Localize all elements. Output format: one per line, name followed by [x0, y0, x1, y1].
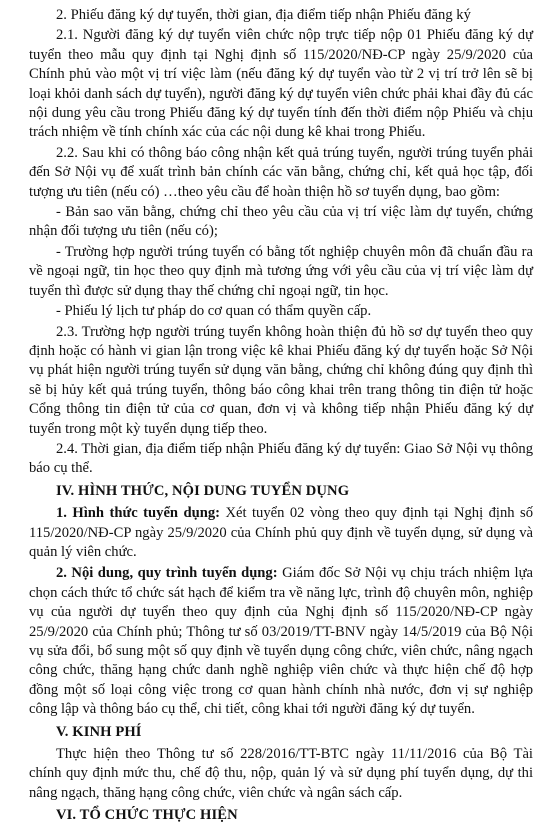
paragraph-2-2: 2.2. Sau khi có thông báo công nhận kết quả trúng tuyển, người trúng tuyển phải đến Sở Nội vụ để xuất trình bản chính các văn bằng, chứng chỉ, kết quả học tập, đối tượng ưu tiên (nếu có) …theo yêu cầu để hoàn thiện hồ sơ tuyển dụng, bao gồm:	[29, 144, 533, 200]
heading-section-iv: IV. HÌNH THỨC, NỘI DUNG TUYỂN DỤNG	[56, 482, 350, 499]
paragraph-v: Thực hiện theo Thông tư số 228/2016/TT-BTC ngày 11/11/2016 của Bộ Tài chính quy định mức thu, chế độ thu, nộp, quản lý và sử dụng phí tuyển dụng, dự thi nâng ngạch, thăng hạng công chức, viên chức và ngân sách cấp.	[29, 746, 533, 801]
bullet-graduation-degree: - Trường hợp người trúng tuyển có bằng tốt nghiệp chuyên môn đã chuẩn đầu ra về ngoại ngữ, tin học theo quy định mà tương ứng với yêu cầu của vị trí việc làm dự tuyển thì được sử dụng thay thế chứng chỉ ngoại ngữ, tin học.	[29, 243, 533, 299]
paragraph-iv-1	[29, 504, 533, 562]
paragraph-2-3: 2.3. Trường hợp người trúng tuyển không hoàn thiện đủ hồ sơ dự tuyển theo quy định hoặc có hành vi gian lận trong việc kê khai Phiếu đăng ký dự tuyển hoặc Sở Nội vụ phát hiện người trúng tuyển sử dụng văn bằng, chứng chỉ không đúng quy định thì sẽ bị hủy kết quả trúng tuyển, thông báo công khai trên trang thông tin điện tử hoặc Cổng thông tin điện tử của cơ quan, đơn vị và không tiếp nhận Phiếu đăng ký dự tuyển trong một kỳ tuyển dụng tiếp theo.	[29, 323, 533, 437]
iv-2-text: Giám đốc Sở Nội vụ chịu trách nhiệm lựa chọn cách thức tổ chức sát hạch để kiểm tra về năng lực, trình độ chuyên môn, nghiệp vụ của người dự tuyển theo quy định của Nghị định số 115/2020/NĐ-CP ngày 25/9/2020 của Chính phủ; Thông tư số 03/2019/TT-BNV ngày 14/5/2019 của Bộ Nội vụ sửa đổi, bổ sung một số quy định về tuyển dụng công chức, viên chức, nâng ngạch công chức, thăng hạng chức danh nghề nghiệp viên chức và thực hiện chế độ hợp đồng một số loại công việc trong cơ quan hành chính nhà nước, đơn vị sự nghiệp công lập và thông báo cụ thể, chi tiết, công khai tới người đăng ký dự tuyển.	[29, 565, 533, 718]
paragraph-iv-2	[29, 564, 533, 719]
bullet-judicial-record: - Phiếu lý lịch tư pháp do cơ quan có thẩm quyền cấp.	[56, 303, 372, 320]
section-2-title: 2. Phiếu đăng ký dự tuyển, thời gian, địa điểm tiếp nhận Phiếu đăng ký	[56, 7, 471, 23]
bullet-copies-of-degrees: - Bản sao văn bằng, chứng chỉ theo yêu cầu của vị trí việc làm dự tuyển, chứng nhận đối tượng ưu tiên (nếu có);	[29, 204, 533, 240]
heading-section-vi: VI. TỔ CHỨC THỰC HIỆN	[56, 807, 238, 824]
heading-section-v: V. KINH PHÍ	[56, 723, 142, 740]
paragraph-2-1: 2.1. Người đăng ký dự tuyển viên chức nộp trực tiếp nộp 01 Phiếu đăng ký dự tuyển theo mẫu quy định tại Nghị định số 115/2020/NĐ-CP ngày 25/9/2020 của Chính phủ vào một vị trí việc làm (nếu đăng ký dự tuyển vào từ 2 vị trí trở lên sẽ bị loại khỏi danh sách dự tuyển), người đăng ký dự tuyển viên chức phải khai đầy đủ các nội dung yêu cầu trong Phiếu đăng ký dự tuyển tính đến thời điểm nộp Phiếu và chịu trách nhiệm về tính chính xác của các nội dung kê khai trong Phiếu.	[29, 27, 533, 141]
paragraph-2-4: 2.4. Thời gian, địa điểm tiếp nhận Phiếu đăng ký dự tuyển: Giao Sở Nội vụ thông báo cụ thể.	[29, 440, 533, 477]
iv-2-lead: 2. Nội dung, quy trình tuyển dụng:	[56, 565, 278, 582]
iv-1-text: Xét tuyển 02 vòng theo quy định tại Nghị định số 115/2020/NĐ-CP ngày 25/9/2020 của Chính phủ quy định về tuyển dụng, sử dụng và quản lý viên chức.	[29, 505, 533, 560]
iv-1-lead: 1. Hình thức tuyển dụng:	[56, 505, 221, 522]
